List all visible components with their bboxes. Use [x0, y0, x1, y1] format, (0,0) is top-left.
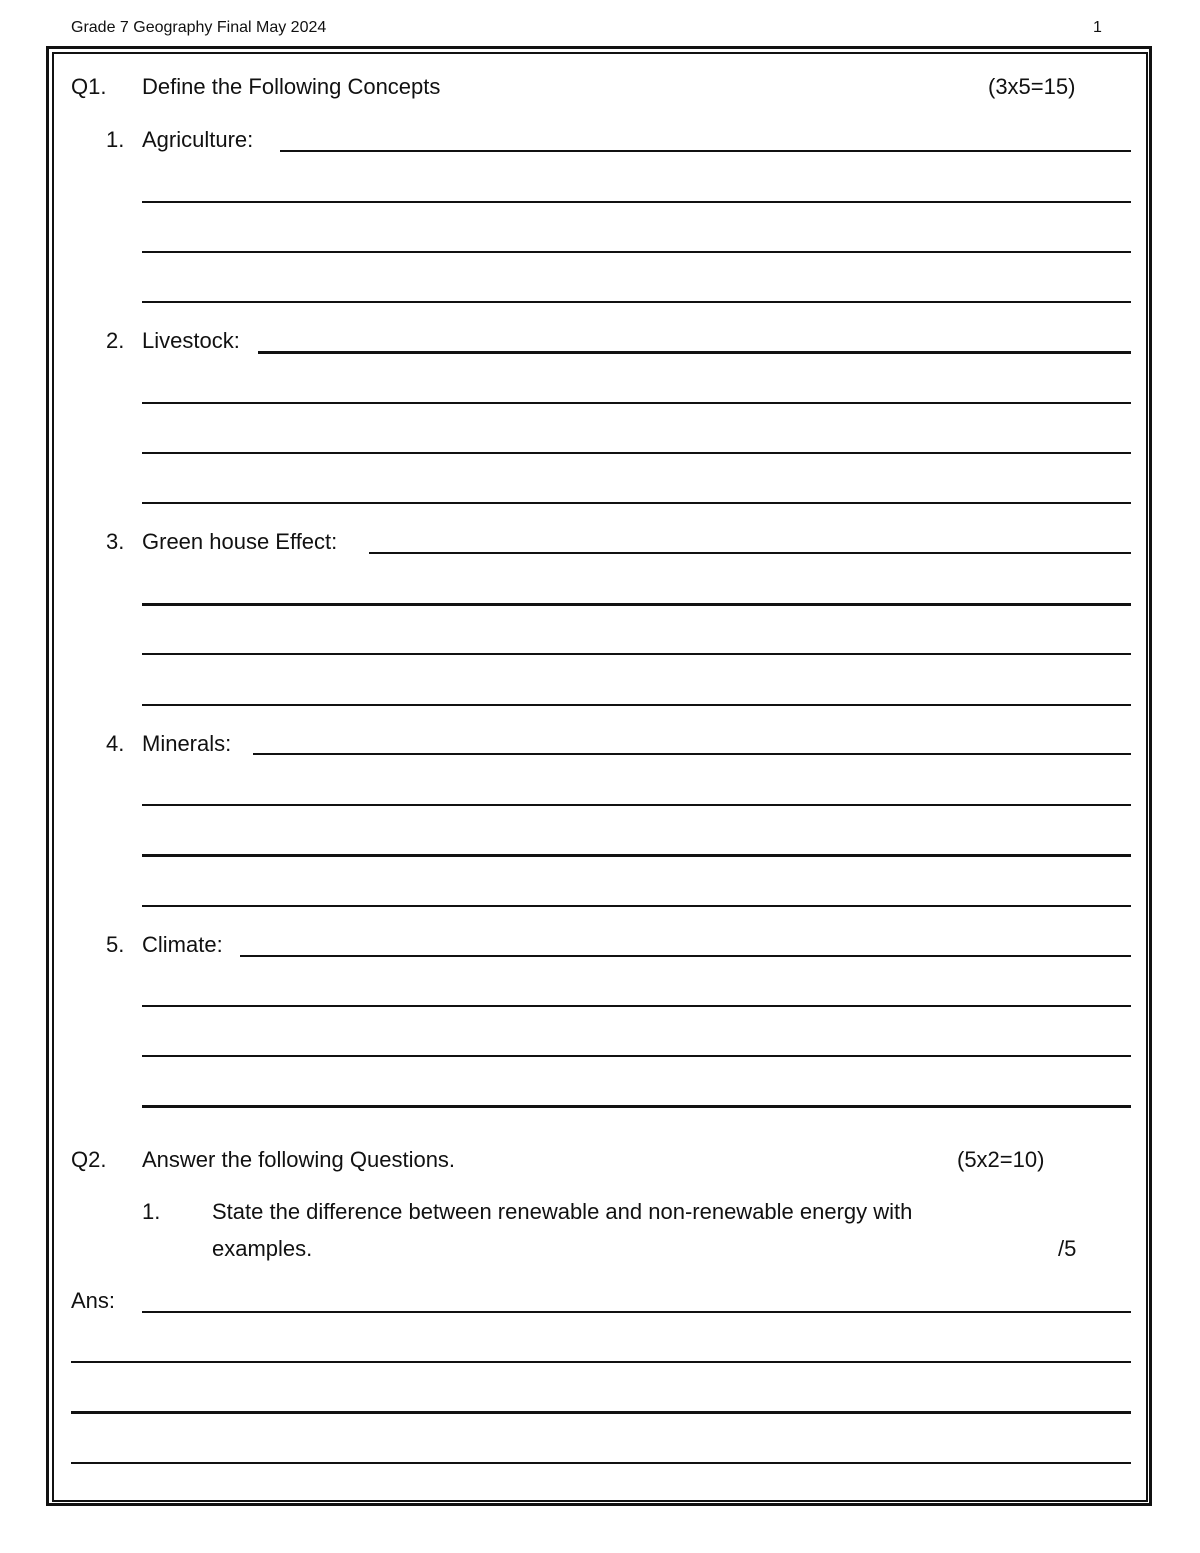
- answer-line[interactable]: [142, 1005, 1131, 1007]
- inner-border: [52, 52, 1148, 1502]
- answer-line[interactable]: [142, 804, 1131, 806]
- q1-item-number: 5.: [106, 932, 125, 957]
- answer-line[interactable]: [142, 402, 1131, 404]
- answer-line[interactable]: [142, 251, 1131, 253]
- q1-item-number: 3.: [106, 529, 125, 554]
- answer-line[interactable]: [240, 955, 1131, 957]
- answer-line[interactable]: [142, 854, 1131, 857]
- q2-title: Answer the following Questions.: [142, 1147, 456, 1172]
- answer-line[interactable]: [142, 301, 1131, 303]
- q1-number: Q1.: [71, 74, 107, 99]
- header-title: Grade 7 Geography Final May 2024: [71, 19, 327, 36]
- q1-item-label: Agriculture:: [142, 127, 254, 152]
- answer-line[interactable]: [142, 452, 1131, 454]
- answer-line[interactable]: [253, 753, 1131, 755]
- answer-line[interactable]: [71, 1462, 1131, 1464]
- q2-item-text-line2: examples.: [212, 1236, 313, 1261]
- q1-item-number: 2.: [106, 328, 125, 353]
- answer-line[interactable]: [142, 201, 1131, 203]
- q2-number: Q2.: [71, 1147, 107, 1172]
- q2-marks: (5x2=10): [957, 1147, 1045, 1172]
- answer-line[interactable]: [71, 1361, 1131, 1363]
- q1-item-number: 4.: [106, 731, 125, 756]
- answer-line[interactable]: [258, 351, 1131, 354]
- answer-line[interactable]: [142, 603, 1131, 606]
- q1-marks: (3x5=15): [988, 74, 1076, 99]
- answer-line[interactable]: [142, 704, 1131, 706]
- q1-item-label: Climate:: [142, 932, 223, 957]
- answer-line[interactable]: [142, 1105, 1131, 1108]
- q1-item-label: Livestock:: [142, 328, 240, 353]
- answer-line[interactable]: [142, 1055, 1131, 1057]
- answer-line[interactable]: [71, 1411, 1131, 1414]
- answer-label: Ans:: [71, 1288, 116, 1313]
- q1-item-label: Green house Effect:: [142, 529, 338, 554]
- q2-item-text-line1: State the difference between renewable and non-renewable energy with: [212, 1199, 913, 1224]
- q1-item-number: 1.: [106, 127, 125, 152]
- answer-line[interactable]: [142, 653, 1131, 655]
- page-number: 1: [1093, 19, 1102, 36]
- q2-item-number: 1.: [142, 1199, 161, 1224]
- q1-title: Define the Following Concepts: [142, 74, 441, 99]
- q2-item-marks: /5: [1058, 1236, 1077, 1261]
- answer-line[interactable]: [280, 150, 1131, 152]
- answer-line[interactable]: [142, 1311, 1131, 1313]
- answer-line[interactable]: [142, 905, 1131, 907]
- answer-line[interactable]: [369, 552, 1131, 554]
- answer-line[interactable]: [142, 502, 1131, 504]
- q1-item-label: Minerals:: [142, 731, 232, 756]
